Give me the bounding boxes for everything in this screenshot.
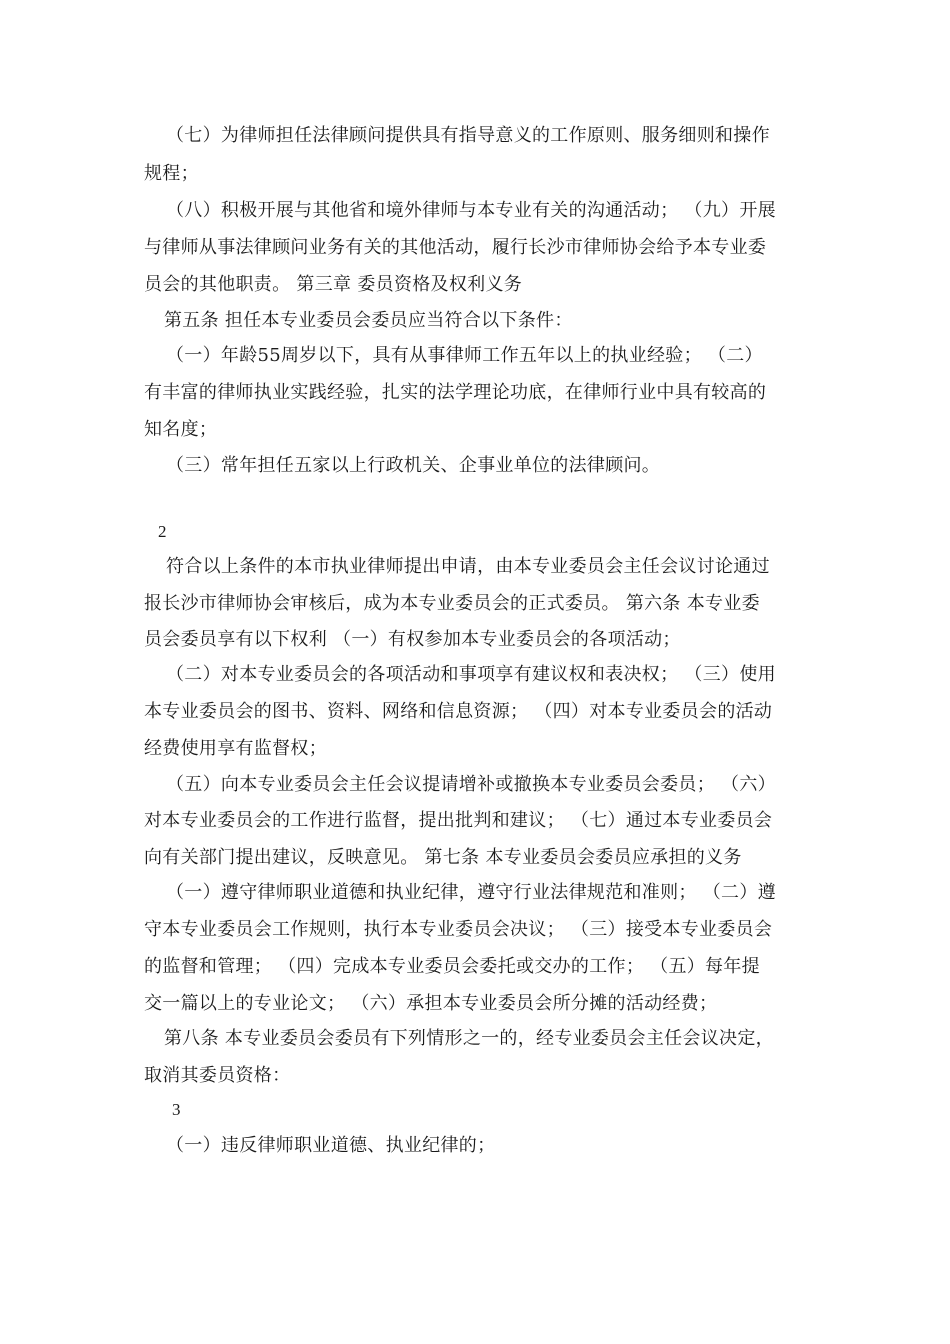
text-line: 向有关部门提出建议，反映意见。 第七条 本专业委员会委员应承担的义务 (144, 847, 742, 868)
text-line: 有丰富的律师执业实践经验，扎实的法学理论功底，在律师行业中具有较高的 (144, 382, 767, 403)
text-line: 第五条 担任本专业委员会委员应当符合以下条件： (164, 310, 573, 331)
text-line: （八）积极开展与其他省和境外律师与本专业有关的沟通活动； （九）开展 (166, 200, 776, 221)
text-line: （三）常年担任五家以上行政机关、企事业单位的法律顾问。 (166, 455, 661, 476)
text-line: 报长沙市律师协会审核后，成为本专业委员会的正式委员。 第六条 本专业委 (144, 593, 760, 614)
text-line: 员会委员享有以下权利 （一）有权参加本专业委员会的各项活动； (144, 629, 681, 650)
text-line: 守本专业委员会工作规则，执行本专业委员会决议； （三）接受本专业委员会 (144, 919, 773, 940)
page-number: 2 (158, 522, 167, 541)
text-line: 规程； (144, 163, 199, 184)
text-line: （五）向本专业委员会主任会议提请增补或撤换本专业委员会委员； （六） (166, 774, 776, 795)
text-line: 本专业委员会的图书、资料、网络和信息资源； （四）对本专业委员会的活动 (144, 701, 773, 722)
text-line: 的监督和管理； （四）完成本专业委员会委托或交办的工作； （五）每年提 (144, 956, 760, 977)
page-number: 3 (172, 1100, 181, 1119)
text-line: 经费使用享有监督权； (144, 738, 327, 759)
text-line: （一）遵守律师职业道德和执业纪律，遵守行业法律规范和准则； （二）遵 (166, 882, 776, 903)
text-line: 取消其委员资格： (144, 1065, 291, 1086)
text-line: 交一篇以上的专业论文； （六）承担本专业委员会所分摊的活动经费； (144, 993, 718, 1014)
text-line: 符合以上条件的本市执业律师提出申请，由本专业委员会主任会议讨论通过 (166, 556, 770, 577)
text-line: （一）违反律师职业道德、执业纪律的； (166, 1135, 496, 1156)
text-line: 员会的其他职责。 第三章 委员资格及权利义务 (144, 274, 523, 295)
text-line: 对本专业委员会的工作进行监督，提出批判和建议； （七）通过本专业委员会 (144, 810, 773, 831)
text-line: 与律师从事法律顾问业务有关的其他活动，履行长沙市律师协会给予本专业委 (144, 237, 767, 258)
text-line: （一）年龄55周岁以下，具有从事律师工作五年以上的执业经验； （二） (166, 345, 763, 366)
text-line: 知名度； (144, 419, 218, 440)
text-line: 第八条 本专业委员会委员有下列情形之一的，经专业委员会主任会议决定， (164, 1028, 774, 1049)
text-line: （七）为律师担任法律顾问提供具有指导意义的工作原则、服务细则和操作 (166, 125, 770, 146)
text-line: （二）对本专业委员会的各项活动和事项享有建议权和表决权； （三）使用 (166, 664, 776, 685)
